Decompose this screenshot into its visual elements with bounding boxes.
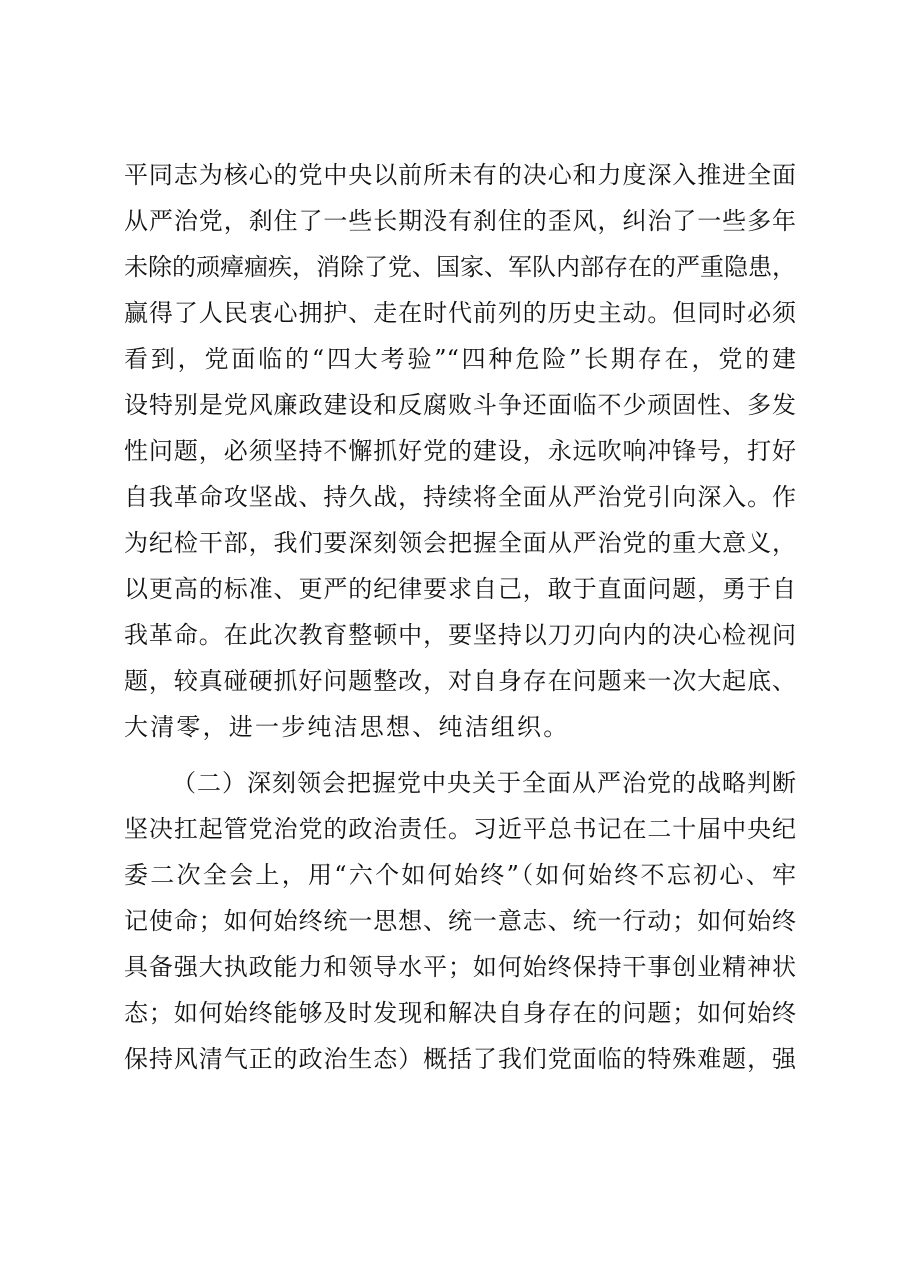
- text-line: 未除的顽瘴痼疾，消除了党、国家、军队内部存在的严重隐患，: [124, 253, 796, 281]
- section-heading-line: （二）深刻领会把握党中央关于全面从严治党的战略判断: [172, 769, 796, 797]
- text-line: 看到，党面临的“四大考验”“四种危险”长期存在，党的建: [124, 345, 796, 373]
- text-line: 性问题，必须坚持不懈抓好党的建设，永远吹响冲锋号，打好: [124, 437, 796, 465]
- text-line: 大清零，进一步纯洁思想、纯洁组织。: [124, 713, 570, 741]
- text-line: 为纪检干部，我们要深刻领会把握全面从严治党的重大意义，: [124, 529, 796, 557]
- text-line: 记使命；如何始终统一思想、统一意志、统一行动；如何始终: [124, 907, 796, 935]
- text-line: 从严治党，刹住了一些长期没有刹住的歪风，纠治了一些多年: [124, 207, 796, 235]
- text-line: 平同志为核心的党中央以前所未有的决心和力度深入推进全面: [124, 161, 796, 189]
- text-line: 态；如何始终能够及时发现和解决自身存在的问题；如何始终: [124, 999, 796, 1027]
- text-line: 自我革命攻坚战、持久战，持续将全面从严治党引向深入。作: [124, 483, 796, 511]
- text-line: 我革命。在此次教育整顿中，要坚持以刀刃向内的决心检视问: [124, 621, 796, 649]
- text-line: 题，较真碰硬抓好问题整改，对自身存在问题来一次大起底、: [124, 667, 796, 695]
- text-line: 以更高的标准、更严的纪律要求自己，敢于直面问题，勇于自: [124, 575, 796, 603]
- text-line: 保持风清气正的政治生态）概括了我们党面临的特殊难题，强: [124, 1045, 796, 1073]
- text-line: 设特别是党风廉政建设和反腐败斗争还面临不少顽固性、多发: [124, 391, 796, 419]
- text-line: 赢得了人民衷心拥护、走在时代前列的历史主动。但同时必须: [124, 299, 796, 327]
- text-line: 坚决扛起管党治党的政治责任。习近平总书记在二十届中央纪: [124, 815, 796, 843]
- text-line: 具备强大执政能力和领导水平；如何始终保持干事创业精神状: [124, 953, 796, 981]
- text-line: 委二次全会上，用“六个如何始终”（如何始终不忘初心、牢: [124, 861, 796, 889]
